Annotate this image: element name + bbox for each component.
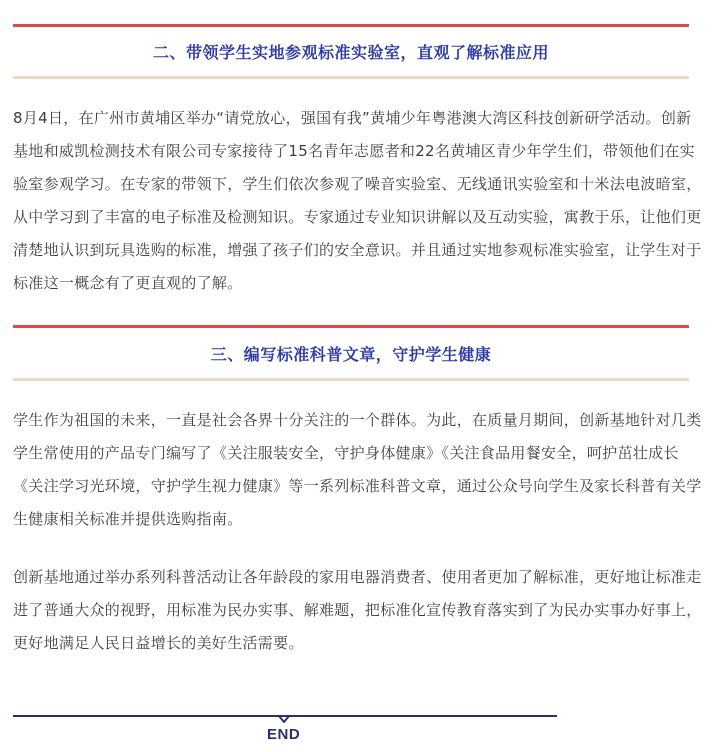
section-header-2 bbox=[13, 24, 689, 79]
section-heading: 三、编写标准科普文章，守护学生健康 bbox=[210, 344, 492, 364]
end-label: END bbox=[267, 726, 301, 743]
down-arrow-icon bbox=[279, 716, 289, 723]
section-header-3 bbox=[13, 325, 689, 381]
section-heading: 二、带领学生实地参观标准实验室，直观了解标准应用 bbox=[152, 43, 549, 62]
paragraph: 创新基地通过举办系列科普活动让各年龄段的家用电器消费者、使用者更加了解标准，更好地让标准走进了普通大众的视野，用标准为民办实事、解难题，把标准化宣传教育落实到了为民办实事办好事上，更好地满足人民日益增长的美好生活需要。 bbox=[13, 568, 702, 652]
paragraph: 学生作为祖国的未来，一直是社会各界十分关注的一个群体。为此，在质量月期间，创新基地针对几类学生常使用的产品专门编写了《关注服装安全，守护身体健康》《关注食品用餐安全，呵护茁壮成长《关注学习光环境，守护学生视力健康》等一系列标准科普文章，通过公众号向学生及家长科普有关学生健康相关标准并提供选购指南。 bbox=[13, 411, 702, 528]
paragraph: 8月4日，在广州市黄埔区举办“请党放心，强国有我”黄埔少年粤港澳大湾区科技创新研学活动。创新基地和威凯检测技术有限公司专家接待了15名青年志愿者和22名黄埔区青少年学生们，带领他们在实验室参观学习。在专家的带领下，学生们依次参观了噪音实验室、无线通讯实验室和十米法电波暗室，从中学习到了丰富的电子标准及检测知识。专家通过专业知识讲解以及互动实验，寓教于乐，让他们更清楚地认识到玩具选购的标准，增强了孩子们的安全意识。并且通过实地参观标准实验室，让学生对于标准这一概念有了更直观的了解。 bbox=[13, 109, 702, 292]
